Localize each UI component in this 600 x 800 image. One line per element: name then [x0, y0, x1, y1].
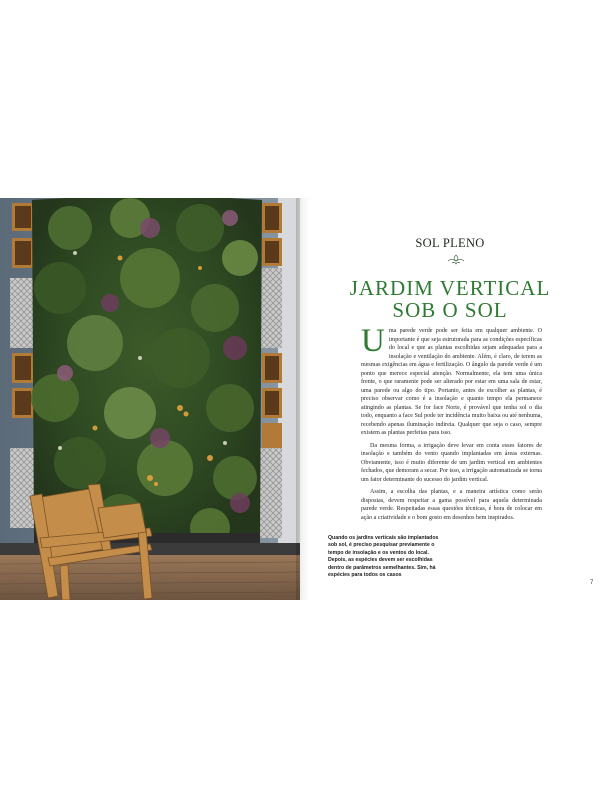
- vertical-garden-photo: [0, 198, 300, 600]
- drop-cap: U: [361, 323, 385, 359]
- headline-line-2: SOB O SOL: [392, 298, 508, 322]
- article-body: [361, 323, 542, 526]
- paragraph-3: Assim, a escolha das plantas, e a maneira artística como serão dispostas, devem respeitar a gama possível para aquela determinada parede verde. Respeitadas essas questões técnicas, é hora de colocar em ação a criatividade e o bom gosto em desenhos bem inspirados.: [361, 489, 542, 521]
- photo-caption: [328, 535, 440, 579]
- paragraph-2: Da mesma forma, a irrigação deve levar em conta esses fatores de insolação e também do vento quando implantadas em áreas externas. Obviamente, isso é muito diferente de um jardim vertical em ambientes fechados, que demoram a secar. Por isso, a irrigação automatizada se torna um fator determinante do sucesso do jardim vertical.: [361, 442, 542, 483]
- headline: [300, 277, 600, 321]
- headline-line-1: JARDIM VERTICAL: [349, 276, 551, 300]
- paragraph-1: [361, 323, 542, 438]
- section-title: SOL PLENO: [415, 236, 485, 250]
- fleuron-icon: [447, 253, 465, 271]
- caption-text: Quando os jardins verticais são implantados sob sol, é preciso pesquisar previamente o tempo de insolação e os ventos do local. Depois, as espécies devem ser escolhidas dentro de parâmetros semelhantes. Sim, há espécies para todos os casos: [328, 535, 439, 579]
- page-number: 7: [590, 580, 594, 586]
- paragraph-1-text: ma parede verde pode ser feita em qualquer ambiente. O importante é que seja estruturada para as condições específicas do local e que as plantas escolhidas sejam adequadas para a insolação e ventilação do ambiente. Além, é claro, de terem as mesmas exigências em água e fertilização. O ângulo da parede verde é um ponto que merece especial atenção. Normalmente, ela tem uma única frente, o que raramente pode ser alterado por estar em uma sala de estar, uma parede ou algo do tipo. Portanto, antes de escolher as plantas, é preciso observar como é a insolação e quanto tempo ela permanece atingindo as plantas. Se for face Norte, é provável que tenha sol o dia todo, enquanto a face Sul pode ter incidência muito baixa ou até nenhuma, recebendo apenas iluminação indireta. Qualquer que seja o caso, sempre existem as plantas perfeitas para isso.: [361, 328, 542, 436]
